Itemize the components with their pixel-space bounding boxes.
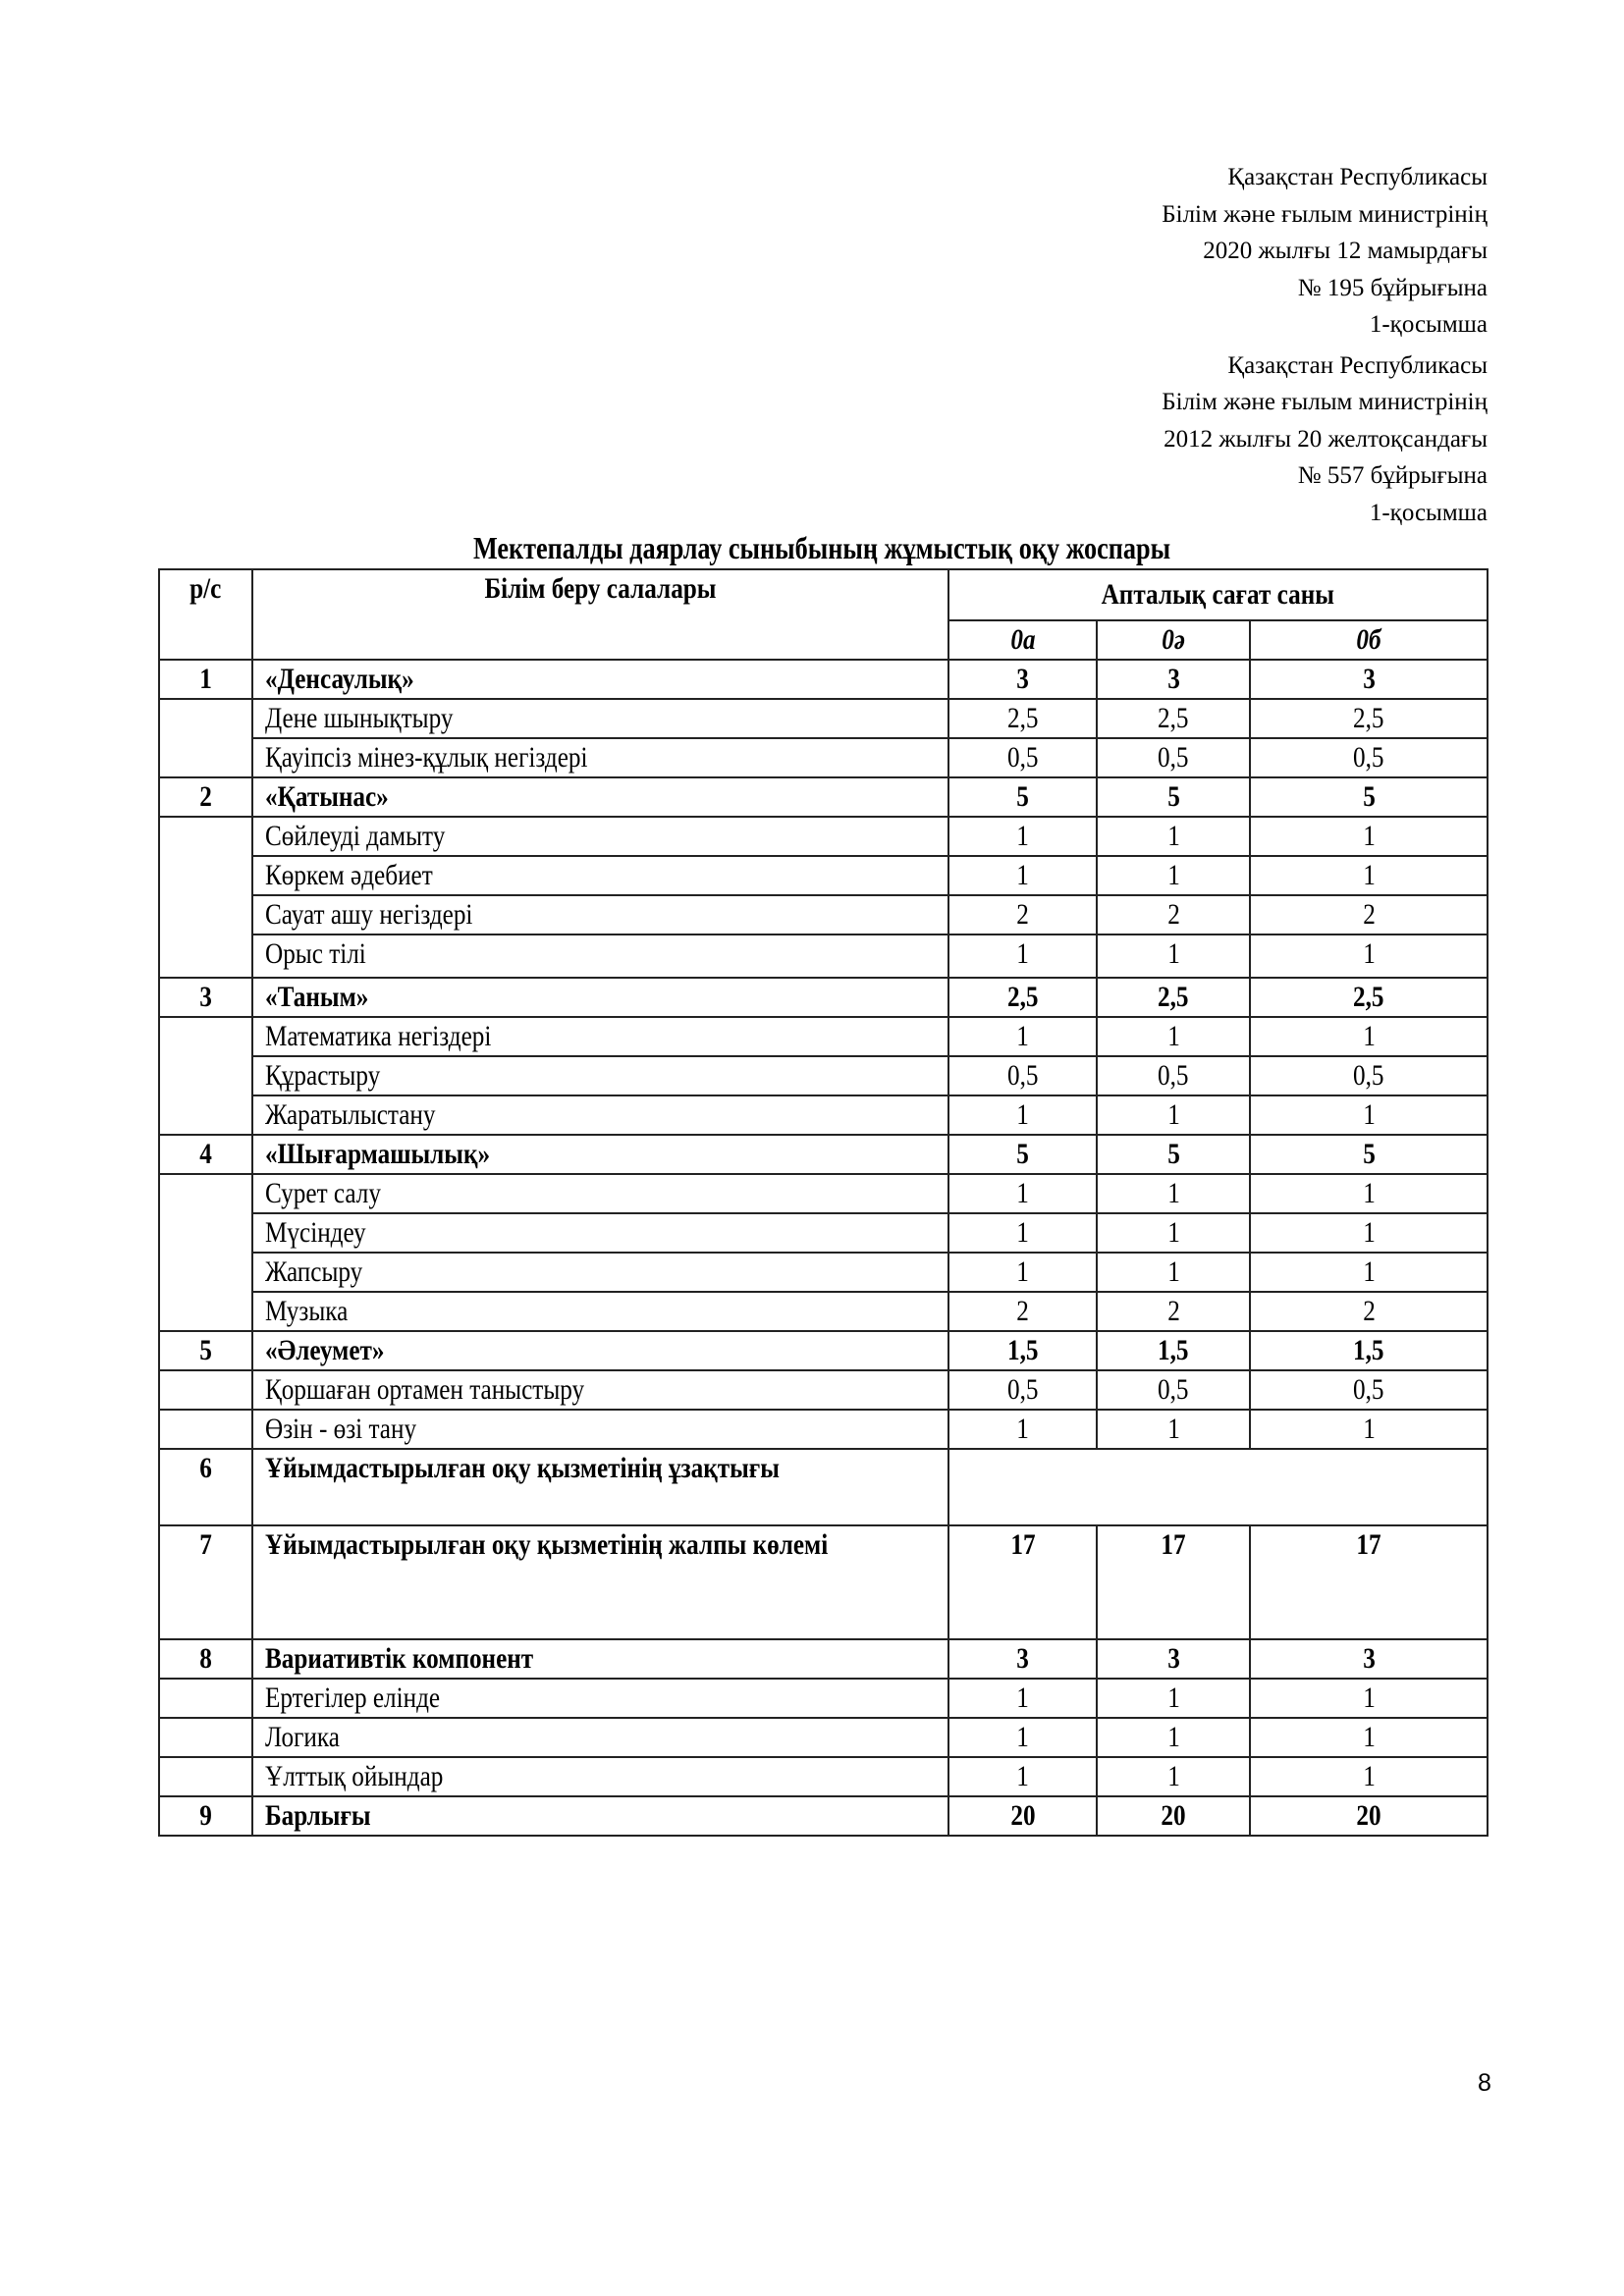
- row-area-name: Ұйымдастырылған оқу қызметінің ұзақтығы: [252, 1449, 948, 1525]
- hours-value: 0,5: [1097, 1056, 1250, 1095]
- hours-value: 17: [1097, 1525, 1250, 1639]
- row-number: 6: [159, 1449, 252, 1525]
- table-row: [159, 1679, 1488, 1718]
- hours-value: 3: [948, 660, 1097, 699]
- row-number: 1: [159, 660, 252, 699]
- hours-value: 2: [948, 895, 1097, 934]
- hours-value: 1: [1097, 1095, 1250, 1135]
- table-row: [159, 738, 1488, 777]
- table-row: [159, 1056, 1488, 1095]
- hours-value: 0,5: [1097, 1370, 1250, 1410]
- row-number: 3: [159, 978, 252, 1017]
- hours-value: 2: [1250, 895, 1488, 934]
- hours-value: 1,5: [1250, 1331, 1488, 1370]
- row-number: [159, 1757, 252, 1796]
- row-area-name: Ұйымдастырылған оқу қызметінің жалпы көлемі: [252, 1525, 948, 1639]
- row-area-name: Сауат ашу негіздері: [252, 895, 948, 934]
- header-line: 1-қосымша: [1369, 311, 1488, 338]
- row-area-name: Орыс тілі: [252, 934, 948, 978]
- hours-value: 0,5: [1250, 738, 1488, 777]
- hours-value: 1,5: [1097, 1331, 1250, 1370]
- table-row: [159, 1370, 1488, 1410]
- table-row: [159, 817, 1488, 856]
- table-row: [159, 978, 1488, 1017]
- hours-value: 1: [1250, 1174, 1488, 1213]
- hours-value: 1: [948, 1213, 1097, 1253]
- hours-value: 1: [1250, 1757, 1488, 1796]
- hours-value: 20: [948, 1796, 1097, 1836]
- table-row: [159, 1757, 1488, 1796]
- table-row: [159, 777, 1488, 817]
- table-row: [159, 1410, 1488, 1449]
- hours-value: 1: [1250, 817, 1488, 856]
- hours-value: 0,5: [1250, 1370, 1488, 1410]
- hours-value: 1: [1250, 934, 1488, 978]
- row-number: [159, 1174, 252, 1331]
- table-row: [159, 1213, 1488, 1253]
- hours-value: 2: [948, 1292, 1097, 1331]
- table-row: [159, 1292, 1488, 1331]
- hours-value: 0,5: [1250, 1056, 1488, 1095]
- row-number: [159, 1410, 252, 1449]
- table-row: [159, 1796, 1488, 1836]
- table-row: [159, 1135, 1488, 1174]
- hours-value: 1: [948, 1718, 1097, 1757]
- row-area-name: Сөйлеуді дамыту: [252, 817, 948, 856]
- row-number: 7: [159, 1525, 252, 1639]
- row-area-name: Ертегілер елінде: [252, 1679, 948, 1718]
- hours-value: 1: [1250, 1017, 1488, 1056]
- hours-value: 3: [1250, 1639, 1488, 1679]
- row-number: [159, 817, 252, 978]
- table-row: [159, 1449, 1488, 1525]
- table-row: [159, 1639, 1488, 1679]
- hours-value: 1: [1097, 1253, 1250, 1292]
- row-number: [159, 1017, 252, 1135]
- table-row: [159, 1718, 1488, 1757]
- row-area-name: Вариативтік компонент: [252, 1639, 948, 1679]
- table-row: [159, 1525, 1488, 1639]
- hours-value: 1: [1250, 1095, 1488, 1135]
- hours-value: 1: [948, 1757, 1097, 1796]
- hours-value: 1: [1250, 1213, 1488, 1253]
- header-line: 2020 жылғы 12 мамырдағы: [1203, 238, 1488, 264]
- hours-value: 2: [1250, 1292, 1488, 1331]
- header-line: Қазақстан Республикасы: [1227, 351, 1488, 379]
- row-area-name: «Қатынас»: [252, 777, 948, 817]
- header-line: Білім және ғылым министрінің: [1162, 200, 1488, 228]
- row-area-name: Көркем әдебиет: [252, 856, 948, 895]
- hours-value: 1: [1250, 856, 1488, 895]
- hours-value: 1: [1097, 1213, 1250, 1253]
- table-row: [159, 934, 1488, 978]
- row-area-name: Қоршаған ортамен таныстыру: [252, 1370, 948, 1410]
- hours-value: 3: [948, 1639, 1097, 1679]
- header-line: № 195 бұйрығына: [1297, 274, 1488, 301]
- table-row: [159, 1174, 1488, 1213]
- hours-value: 2,5: [1250, 699, 1488, 738]
- row-area-name: Өзін - өзі тану: [252, 1410, 948, 1449]
- hours-value: 1: [1097, 934, 1250, 978]
- col-header-number: р/с: [159, 569, 252, 660]
- hours-value: 1: [948, 817, 1097, 856]
- hours-value: 2,5: [948, 978, 1097, 1017]
- hours-value: 0,5: [948, 738, 1097, 777]
- hours-value: 0,5: [948, 1056, 1097, 1095]
- document-title-text: Мектепалды даярлау сыныбының жұмыстық оқу жоспары: [472, 530, 1171, 565]
- hours-value: 1: [1250, 1410, 1488, 1449]
- hours-value: 5: [948, 1135, 1097, 1174]
- row-area-name: «Шығармашылық»: [252, 1135, 948, 1174]
- hours-value: 2: [1097, 1292, 1250, 1331]
- hours-value: 1,5: [948, 1331, 1097, 1370]
- row-number: [159, 1370, 252, 1410]
- hours-value: 5: [1250, 1135, 1488, 1174]
- header-line: № 557 бұйрығына: [1297, 462, 1488, 489]
- hours-value: 1: [1097, 817, 1250, 856]
- table-row: [159, 895, 1488, 934]
- header-line: 2012 жылғы 20 желтоқсандағы: [1164, 425, 1488, 453]
- table-row: [159, 1095, 1488, 1135]
- hours-value: 2: [1097, 895, 1250, 934]
- hours-value: 1: [1250, 1679, 1488, 1718]
- document-title: [158, 528, 1486, 567]
- row-area-name: Қауіпсіз мінез-құлық негіздері: [252, 738, 948, 777]
- row-area-name: «Денсаулық»: [252, 660, 948, 699]
- hours-value: 1: [948, 1410, 1097, 1449]
- row-area-name: Жаратылыстану: [252, 1095, 948, 1135]
- table-row: [159, 699, 1488, 738]
- curriculum-table: [158, 568, 1489, 1837]
- hours-value: 1: [1097, 1679, 1250, 1718]
- class-header: 0ә: [1097, 620, 1250, 660]
- hours-value: 1: [948, 1017, 1097, 1056]
- hours-value: 0,5: [1097, 738, 1250, 777]
- row-area-name: Жапсыру: [252, 1253, 948, 1292]
- header-line: 1-қосымша: [1369, 499, 1488, 526]
- hours-value: 1: [948, 934, 1097, 978]
- col-header-hours: Апталық сағат саны: [948, 569, 1488, 620]
- hours-value: 1: [948, 1095, 1097, 1135]
- hours-value: 1: [1250, 1718, 1488, 1757]
- hours-value: 3: [1250, 660, 1488, 699]
- hours-value: 20: [1250, 1796, 1488, 1836]
- hours-value: 1: [1250, 1253, 1488, 1292]
- header-line: Білім және ғылым министрінің: [1162, 389, 1488, 415]
- header-line: Қазақстан Республикасы: [1227, 164, 1488, 190]
- row-area-name: Ұлттық ойындар: [252, 1757, 948, 1796]
- row-number: 8: [159, 1639, 252, 1679]
- hours-value: 1: [1097, 1174, 1250, 1213]
- table-row: [159, 1253, 1488, 1292]
- table-row: [159, 660, 1488, 699]
- row-area-name: Дене шынықтыру: [252, 699, 948, 738]
- hours-value: 1: [948, 1174, 1097, 1213]
- hours-value: 20: [1097, 1796, 1250, 1836]
- col-header-area: Білім беру салалары: [252, 569, 948, 660]
- hours-value: 1: [1097, 856, 1250, 895]
- row-number: [159, 1718, 252, 1757]
- hours-value: 3: [1097, 1639, 1250, 1679]
- hours-value: 2,5: [1250, 978, 1488, 1017]
- row-area-name: «Таным»: [252, 978, 948, 1017]
- row-number: [159, 1679, 252, 1718]
- row-area-name: Мүсіндеу: [252, 1213, 948, 1253]
- hours-value: 5: [1097, 1135, 1250, 1174]
- row-number: 5: [159, 1331, 252, 1370]
- hours-value: 2,5: [1097, 699, 1250, 738]
- hours-value: 2,5: [1097, 978, 1250, 1017]
- row-area-name: Сурет салу: [252, 1174, 948, 1213]
- table-row: [159, 856, 1488, 895]
- hours-value: 5: [948, 777, 1097, 817]
- hours-value: 1: [948, 1253, 1097, 1292]
- table-row: [159, 1017, 1488, 1056]
- class-header: 0б: [1250, 620, 1488, 660]
- page-number: 8: [1478, 2069, 1491, 2097]
- row-area-name: Құрастыру: [252, 1056, 948, 1095]
- row-number: 9: [159, 1796, 252, 1836]
- hours-value: 1: [1097, 1757, 1250, 1796]
- empty-merged-cell: [948, 1449, 1488, 1525]
- hours-value: 1: [948, 856, 1097, 895]
- hours-value: 5: [1097, 777, 1250, 817]
- row-area-name: Барлығы: [252, 1796, 948, 1836]
- row-area-name: Логика: [252, 1718, 948, 1757]
- row-number: [159, 699, 252, 777]
- row-area-name: «Әлеумет»: [252, 1331, 948, 1370]
- hours-value: 5: [1250, 777, 1488, 817]
- table-header-row: [159, 569, 1488, 620]
- header-approval-block: [1162, 159, 1488, 531]
- row-number: 2: [159, 777, 252, 817]
- row-area-name: Музыка: [252, 1292, 948, 1331]
- hours-value: 1: [948, 1679, 1097, 1718]
- hours-value: 2,5: [948, 699, 1097, 738]
- hours-value: 1: [1097, 1410, 1250, 1449]
- hours-value: 3: [1097, 660, 1250, 699]
- hours-value: 1: [1097, 1017, 1250, 1056]
- hours-value: 1: [1097, 1718, 1250, 1757]
- table-row: [159, 1331, 1488, 1370]
- hours-value: 0,5: [948, 1370, 1097, 1410]
- row-number: 4: [159, 1135, 252, 1174]
- class-header: 0а: [948, 620, 1097, 660]
- hours-value: 17: [948, 1525, 1097, 1639]
- hours-value: 17: [1250, 1525, 1488, 1639]
- row-area-name: Математика негіздері: [252, 1017, 948, 1056]
